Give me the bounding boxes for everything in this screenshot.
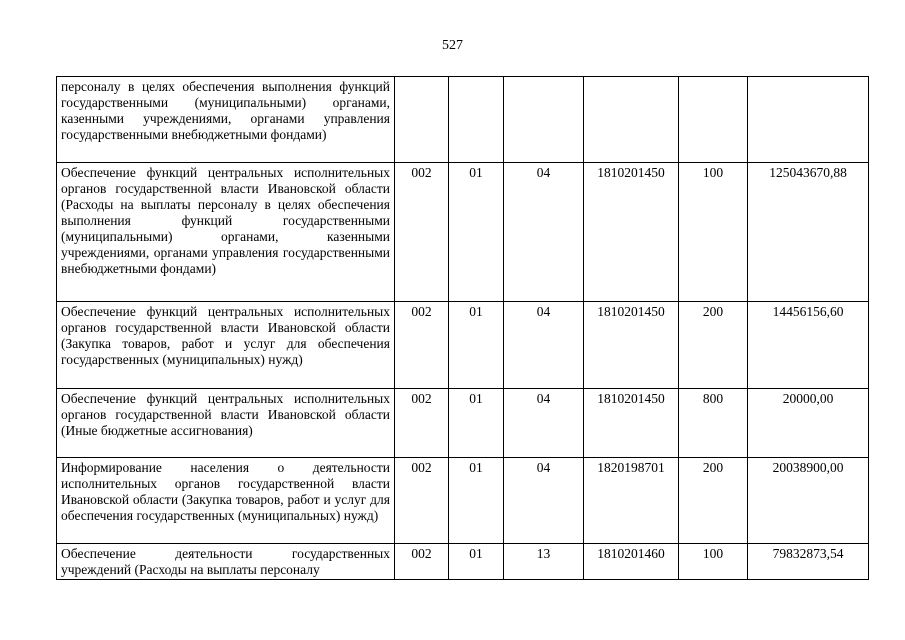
target-code: 1810201450	[584, 389, 679, 458]
ministry-code: 002	[395, 163, 449, 302]
ministry-code	[395, 77, 449, 163]
ministry-code: 002	[395, 458, 449, 544]
target-code: 1820198701	[584, 458, 679, 544]
target-code: 1810201450	[584, 302, 679, 389]
expense-type-code: 200	[679, 458, 748, 544]
subsection-code: 04	[504, 163, 584, 302]
amount	[748, 77, 869, 163]
target-code	[584, 77, 679, 163]
section-code: 01	[449, 389, 504, 458]
row-description: Обеспечение функций центральных исполнительных органов государственной власти Ивановской области (Иные бюджетные ассигнования)	[57, 389, 395, 458]
amount: 20038900,00	[748, 458, 869, 544]
ministry-code: 002	[395, 302, 449, 389]
amount: 79832873,54	[748, 544, 869, 580]
budget-table	[56, 76, 869, 580]
row-description: персоналу в целях обеспечения выполнения функций государственными (муниципальными) органами, казенными учреждениями, органами управления государственными внебюджетными фондами)	[57, 77, 395, 163]
subsection-code: 13	[504, 544, 584, 580]
section-code: 01	[449, 302, 504, 389]
subsection-code: 04	[504, 458, 584, 544]
subsection-code: 04	[504, 302, 584, 389]
target-code: 1810201450	[584, 163, 679, 302]
amount: 20000,00	[748, 389, 869, 458]
expense-type-code: 100	[679, 163, 748, 302]
table-row	[57, 544, 869, 580]
table-row	[57, 389, 869, 458]
ministry-code: 002	[395, 389, 449, 458]
section-code: 01	[449, 163, 504, 302]
expense-type-code: 200	[679, 302, 748, 389]
row-description: Обеспечение функций центральных исполнительных органов государственной власти Ивановской области (Закупка товаров, работ и услуг для обеспечения государственных (муниципальных) нужд)	[57, 302, 395, 389]
amount: 125043670,88	[748, 163, 869, 302]
table-row	[57, 458, 869, 544]
row-description: Информирование населения о деятельности исполнительных органов государственной власти Ивановской области (Закупка товаров, работ и услуг для обеспечения государственных (муниципальных) нужд)	[57, 458, 395, 544]
expense-type-code: 800	[679, 389, 748, 458]
table-row	[57, 163, 869, 302]
section-code	[449, 77, 504, 163]
table-row	[57, 77, 869, 163]
row-description: Обеспечение деятельности государственных учреждений (Расходы на выплаты персоналу	[57, 544, 395, 580]
section-code: 01	[449, 544, 504, 580]
row-description: Обеспечение функций центральных исполнительных органов государственной власти Ивановской области (Расходы на выплаты персоналу в целях обеспечения выполнения функций государственными (муниципальными) органами, казенными учреждениями, органами управления государственными внебюджетными фондами)	[57, 163, 395, 302]
section-code: 01	[449, 458, 504, 544]
subsection-code: 04	[504, 389, 584, 458]
ministry-code: 002	[395, 544, 449, 580]
subsection-code	[504, 77, 584, 163]
expense-type-code: 100	[679, 544, 748, 580]
page-number: 527	[442, 38, 463, 53]
amount: 14456156,60	[748, 302, 869, 389]
target-code: 1810201460	[584, 544, 679, 580]
table-row	[57, 302, 869, 389]
expense-type-code	[679, 77, 748, 163]
